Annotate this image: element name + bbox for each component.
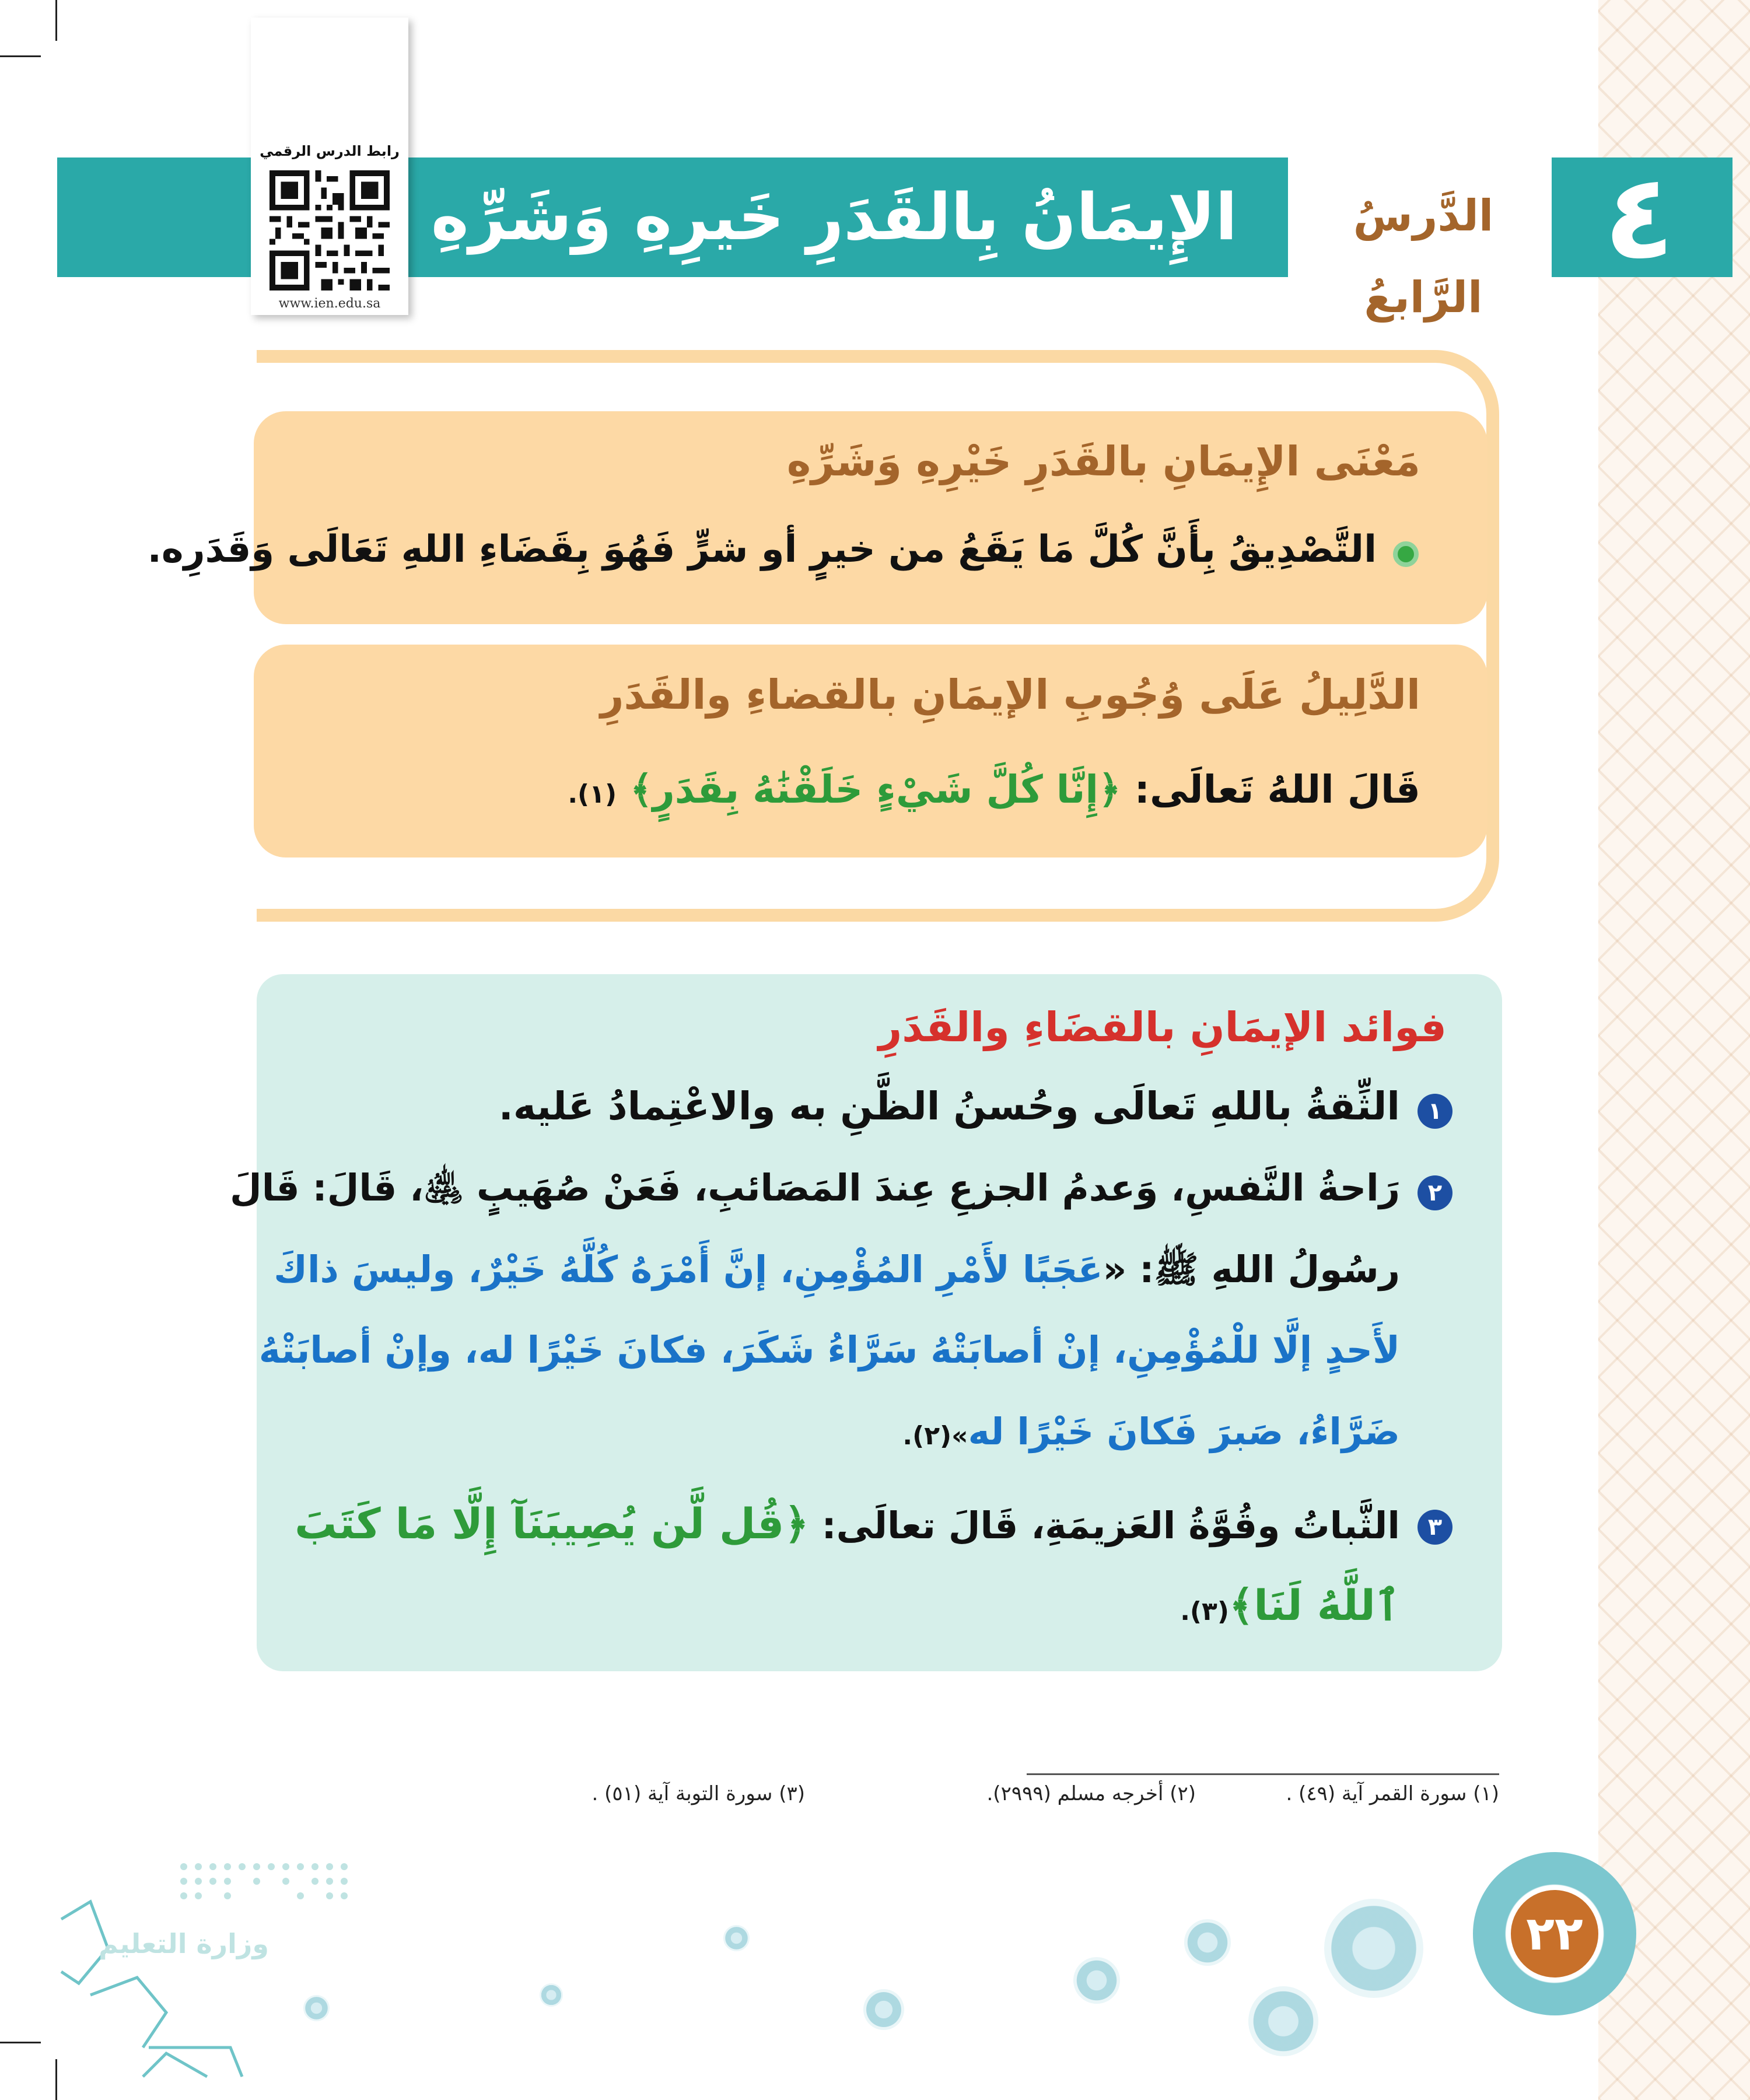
hadith-text-2: ضَرَّاءُ، صَبرَ فَكانَ خَيْرًا له [968,1410,1400,1453]
decorative-rosette-icon [1248,1986,1318,2056]
decorative-rosette-icon [540,1983,563,2007]
ministry-name: وزارة التعليم [99,1928,269,1959]
benefit-3-ayah-1: ﴿قُل لَّن يُصِيبَنَآ إِلَّا مَا كَتَبَ [295,1499,809,1548]
footnote-3: (٣) سورة التوبة آية (٥١) . [592,1782,805,1805]
lesson-label: الدَّرسُ الرَّابعُ [1353,191,1494,323]
benefit-3-footnote-ref: (٣). [1180,1597,1229,1626]
evidence-heading: الدَّلِيلُ عَلَى وُجُوبِ الإيمَانِ بالقضاءِ والقَدَرِ [600,671,1420,719]
crop-mark [0,2042,41,2043]
hadith-footnote-ref: »(٢). [902,1421,968,1451]
benefit-1-text: الثِّقةُ باللهِ تَعالَى وحُسنُ الظَّنِ به والاعْتِمادُ عَليه. [498,1084,1400,1129]
crop-mark [0,55,41,57]
green-bullet-icon [1393,541,1419,567]
qr-card[interactable] [251,18,408,315]
crop-mark [55,0,57,41]
meaning-text: التَّصْدِيقُ بِأَنَّ كُلَّ مَا يَقَعُ من خيرٍ أو شرٍّ فَهُوَ بِقَضَاءِ اللهِ تَعَالَى وَقَدَرِه. [147,528,1377,571]
evidence-footnote-ref: (١). [568,779,617,809]
qr-code-icon[interactable] [270,170,390,290]
decorative-side-pattern [1598,0,1750,2100]
hadith-text-1: عَجَبًا لأَمْرِ المُؤْمِنِ، إنَّ أَمْرَهُ كُلَّهُ خَيْرٌ، وليسَ ذاكَ [274,1248,1103,1291]
benefit-3-line-2 [1180,1581,1400,1630]
number-bullet-3: ٣ [1418,1510,1452,1545]
meaning-heading: مَعْنَى الإِيمَانِ بالقَدَرِ خَيْرِهِ وَشَرِّهِ [786,438,1420,485]
evidence-ayah: ﴿إِنَّا كُلَّ شَيْءٍ خَلَقْنَٰهُ بِقَدَرٍ﴾ [630,767,1121,812]
benefit-2-line-1: رَاحةُ النَّفسِ، وَعدمُ الجزعِ عِندَ المَصَائبِ، فَعَنْ صُهَيبٍ ﵁، قَالَ: قَالَ [230,1167,1400,1209]
benefits-panel [257,974,1502,1671]
qr-caption: رابط الدرس الرقمي [260,143,400,159]
benefits-heading: فوائد الإيمَانِ بالقضَاءِ والقَدَرِ [878,1003,1447,1051]
hadith-intro: رسُولُ اللهِ ﷺ: « [1102,1248,1400,1291]
decorative-rosette-icon [863,1989,904,2030]
benefit-2-line-4 [902,1410,1400,1453]
evidence-line [568,767,1420,812]
benefit-3-intro: الثَّباتُ وقُوَّةُ العَزيمَةِ، قَالَ تعالَى: [821,1504,1400,1547]
footnote-2: (٢) أخرجه مسلم (٢٩٩٩). [986,1782,1196,1805]
footnote-1: (١) سورة القمر آية (٤٩) . [1286,1782,1499,1805]
lesson-title: الإِيمَانُ بِالقَدَرِ خَيرِهِ وَشَرِّهِ [430,180,1238,254]
benefit-2-line-3: لأَحدٍ إلَّا للْمُؤْمِنِ، إنْ أصابَتْهُ سَرَّاءُ شَكَرَ، فكانَ خَيْرًا له، وإنْ أصابَتْهُ [258,1329,1400,1371]
number-bullet-2: ٢ [1418,1175,1452,1210]
qr-url[interactable]: www.ien.edu.sa [278,296,381,311]
evidence-intro: قَالَ اللهُ تَعالَى: [1134,767,1420,812]
benefit-2-line-2 [274,1247,1400,1301]
decorative-rosette-icon [1184,1919,1231,1966]
benefit-3-line-1 [295,1499,1400,1548]
decorative-rosette-icon [723,1925,750,1951]
lesson-number: ٤ [1603,149,1675,285]
benefit-3-ayah-2: ٱللَّهُ لَنَا﴾ [1229,1581,1400,1630]
decorative-rosette-icon [1324,1899,1423,1998]
decorative-rosette-icon [1073,1957,1120,2004]
page-number: ٢٢ [1511,1890,1598,1978]
ministry-logo-icon [55,1855,359,2088]
number-bullet-1: ١ [1418,1094,1452,1129]
footnote-divider [1027,1773,1499,1775]
